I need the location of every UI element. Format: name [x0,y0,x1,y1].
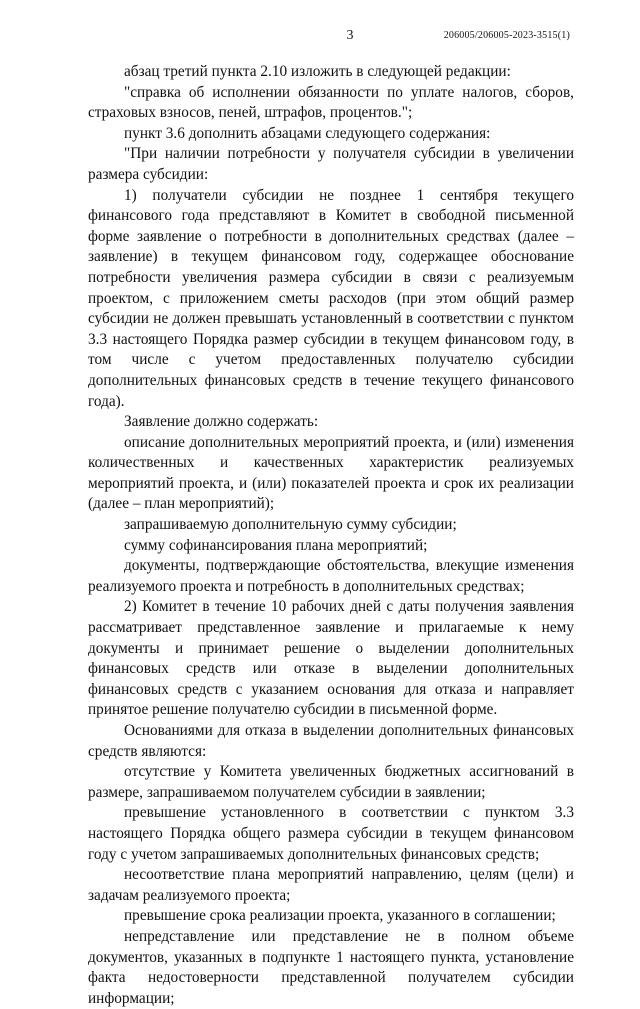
paragraph: превышение установленного в соответствии с пунктом 3.3 настоящего Порядка общего размера субсидии в текущем финансовом году с учетом запрашиваемых дополнительных финансовых средств; [88,804,574,863]
paragraph: отсутствие у Комитета увеличенных бюджетных ассигнований в размере, запрашиваемом получателем субсидии в заявлении; [88,763,574,801]
paragraph: превышение срока реализации проекта, указанного в соглашении; [124,907,556,925]
paragraph: сумму софинансирования плана мероприятий; [124,536,428,554]
document-code: 206005/206005-2023-3515(1) [443,30,570,41]
paragraph: пункт 3.6 дополнить абзацами следующего содержания: [124,124,491,142]
paragraph: 1) получатели субсидии не позднее 1 сентября текущего финансового года представляют в Комитет в свободной письменной форме заявление о потребности в дополнительных средствах (далее – заявление) в текущем финансовом году, содержащее обоснование потребности увеличения размера субсидии в связи с реализуемым проектом, с приложением сметы расходов (при этом общий размер субсидии не должен превышать установленный в соответствии с пунктом 3.3 настоящего Порядка размер субсидии в текущем финансовом году, в том числе с учетом предоставленных получателю субсидии дополнительных финансовых средств в течение текущего финансового года). [88,186,574,410]
paragraph: описание дополнительных мероприятий проекта, и (или) изменения количественных и качественных характеристик реализуемых мероприятий проекта, и (или) показателей проекта и срок их реализации (далее – план мероприятий); [88,433,574,513]
paragraph: Основаниями для отказа в выделении дополнительных финансовых средств являются: [88,722,574,760]
paragraph: документы, подтверждающие обстоятельства, влекущие изменения реализуемого проекта и потребность в дополнительных средствах; [88,557,574,595]
document-body [88,62,574,1009]
page-number: 3 [346,28,354,43]
paragraph: абзац третий пункта 2.10 изложить в следующей редакции: [124,63,511,80]
paragraph: непредставление или представление не в полном объеме документов, указанных в подпункте 1 настоящего пункта, установление факта недостоверности представленной получателем субсидии информации; [88,927,574,1007]
paragraph: "справка об исполнении обязанности по уплате налогов, сборов, страховых взносов, пеней, штрафов, процентов."; [88,83,574,122]
paragraph: Заявление должно содержать: [124,413,319,431]
paragraph: 2) Комитет в течение 10 рабочих дней с даты получения заявления рассматривает представленное заявление и прилагаемые к нему документы и принимает решение о выделении дополнительных финансовых средств или отказе в выделении дополнительных финансовых средств с указанием основания для отказа и направляет принятое решение получателю субсидии в письменной форме. [88,598,574,719]
paragraph: запрашиваемую дополнительную сумму субсидии; [124,516,457,534]
paragraph: "При наличии потребности у получателя субсидии в увеличении размера субсидии: [88,145,574,183]
paragraph: несоответствие плана мероприятий направлению, целям (цели) и задачам реализуемого проекта; [88,866,574,904]
